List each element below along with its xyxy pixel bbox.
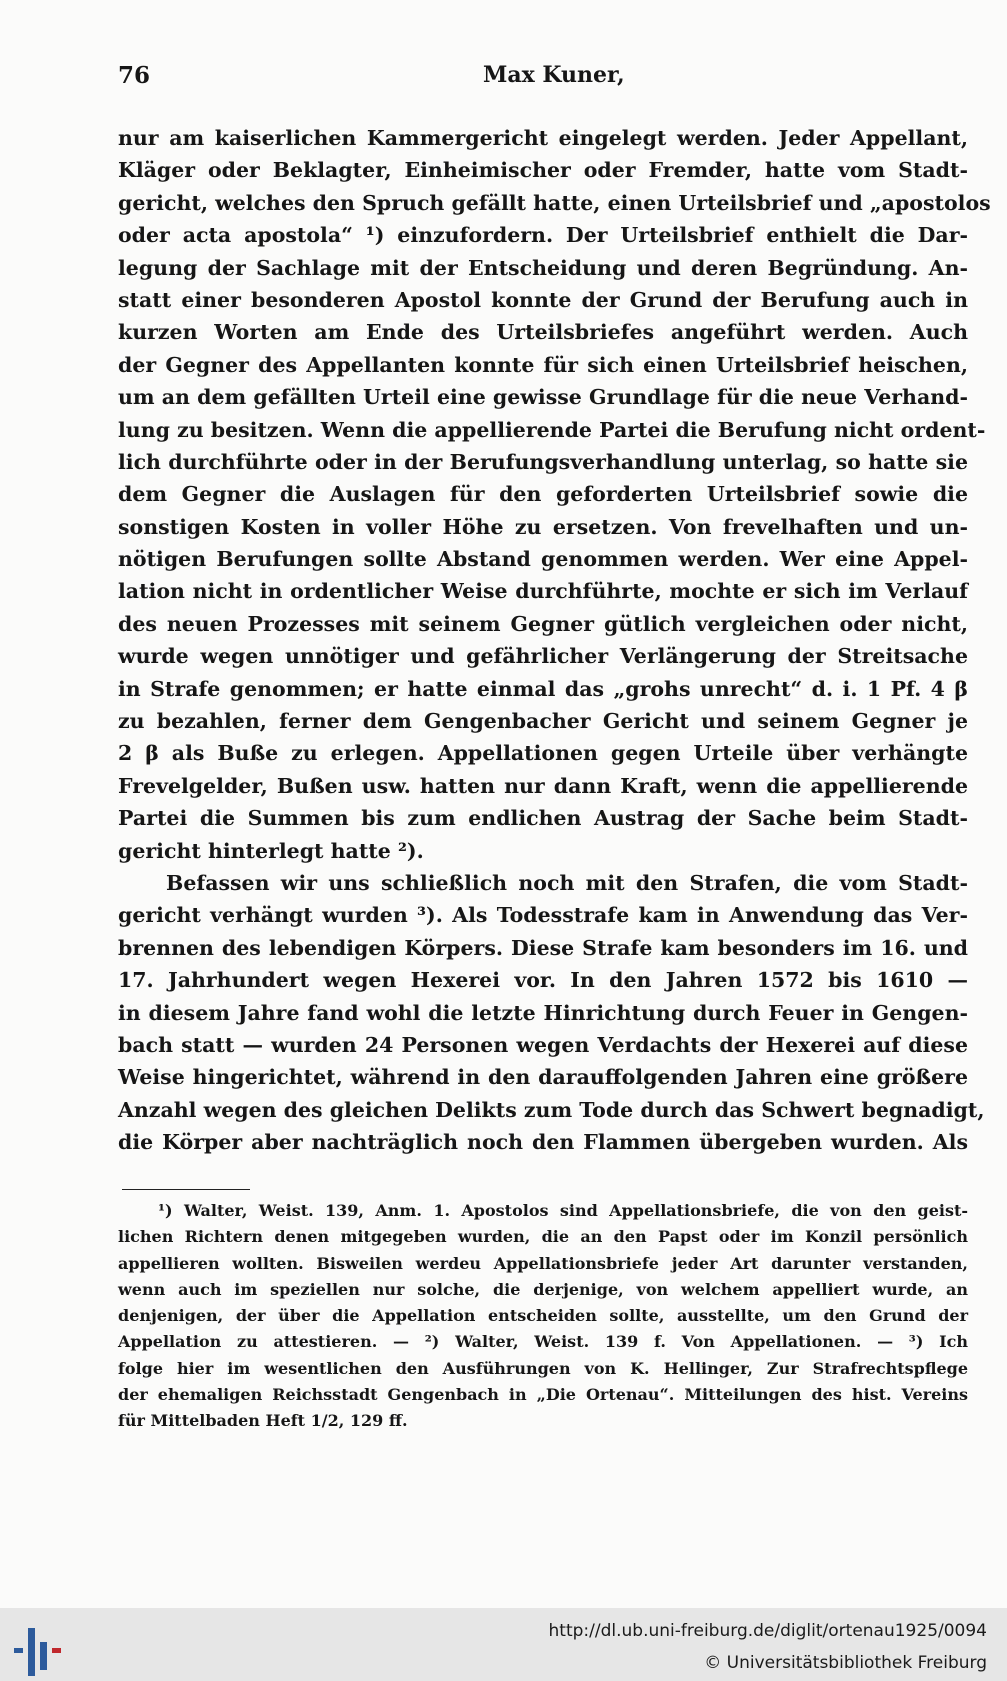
text-line: Anzahl wegen des gleichen Delikts zum Tode durch das Schwert begnadigt, [118,1097,985,1122]
text-line: in Strafe genommen; er hatte einmal das „grohs unrecht“ d. i. 1 Pf. 4 β [118,676,968,701]
text-line: gericht verhängt wurden ³). Als Todesstrafe kam in Anwendung das Ver- [118,903,968,928]
page-number: 76 [118,62,151,89]
text-line: lation nicht in ordentlicher Weise durchführte, mochte er sich im Verlauf [118,579,968,604]
footnote-line: lichen Richtern denen mitgegeben wurden, die an den Papst oder im Konzil persönlich [118,1227,968,1247]
footer-bar [0,1608,1007,1681]
text-line: nötigen Berufungen sollte Abstand genommen werden. Wer eine Appel- [118,547,968,572]
text-line: der Gegner des Appellanten konnte für sich einen Urteilsbrief heischen, [118,352,968,377]
text-line: Kläger oder Beklagter, Einheimischer oder Fremder, hatte vom Stadt- [118,158,968,183]
text-line: zu bezahlen, ferner dem Gengenbacher Gericht und seinem Gegner je [118,709,968,734]
copyright-notice: © Universitätsbibliothek Freiburg [704,1653,987,1673]
running-head: Max Kuner, [483,62,625,88]
text-line: Frevelgelder, Bußen usw. hatten nur dann Kraft, wenn die appellierende [118,773,968,798]
logo-bar-right-blue [40,1642,47,1670]
page-header [118,62,960,96]
footnote-line: wenn auch im speziellen nur solche, die derjenige, von welchem appelliert wurde, an [118,1279,968,1299]
footnote-line: folge hier im wesentlichen den Ausführungen von K. Hellinger, Zur Strafrechtspflege [118,1358,968,1378]
text-line: in diesem Jahre fand wohl die letzte Hinrichtung durch Feuer in Gengen- [118,1000,968,1025]
text-line: lung zu besitzen. Wenn die appellierende Partei die Berufung nicht ordent- [118,417,986,442]
footnote-line: der ehemaligen Reichsstadt Gengenbach in „Die Ortenau“. Mitteilungen des hist. Vereins [118,1385,968,1405]
ub-freiburg-logo-icon [12,1618,64,1678]
text-line: Partei die Summen bis zum endlichen Austrag der Sache beim Stadt- [118,806,968,831]
footnote-line: denjenigen, der über die Appellation entscheiden sollte, ausstellte, um den Grund der [118,1306,968,1326]
footnote-divider [122,1189,250,1190]
text-line: dem Gegner die Auslagen für den geforderten Urteilsbrief sowie die [118,482,968,507]
text-line: 2 β als Buße zu erlegen. Appellationen gegen Urteile über verhängte [118,741,968,766]
source-url[interactable]: http://dl.ub.uni-freiburg.de/diglit/ortenau1925/0094 [548,1621,987,1641]
text-line: oder acta apostola“ ¹) einzufordern. Der Urteilsbrief enthielt die Dar- [118,223,968,248]
main-text [118,122,991,1159]
text-line: kurzen Worten am Ende des Urteilsbriefes angeführt werden. Auch [118,320,968,345]
text-line: wurde wegen unnötiger und gefährlicher Verlängerung der Streitsache [118,644,968,669]
logo-bar-right-red [52,1648,61,1653]
text-line: Befassen wir uns schließlich noch mit den Strafen, die vom Stadt- [166,870,968,895]
footnotes [118,1198,968,1435]
footnote-line: Appellation zu attestieren. — ²) Walter, Weist. 139 f. Von Appellationen. — ³) Ich [118,1332,968,1352]
text-line: lich durchführte oder in der Berufungsverhandlung unterlag, so hatte sie [118,449,968,474]
footnote-line: für Mittelbaden Heft 1/2, 129 ff. [118,1411,408,1431]
text-line: um an dem gefällten Urteil eine gewisse Grundlage für die neue Verhand- [118,385,968,410]
text-line: gericht, welches den Spruch gefällt hatte, einen Urteilsbrief und „apostolos [118,190,991,215]
logo-bar-center [28,1628,35,1676]
logo-bar-left [14,1648,23,1653]
text-line: gericht hinterlegt hatte ²). [118,838,424,863]
text-line: die Körper aber nachträglich noch den Flammen übergeben wurden. Als [118,1130,968,1155]
text-line: nur am kaiserlichen Kammergericht eingelegt werden. Jeder Appellant, [118,126,968,150]
text-line: legung der Sachlage mit der Entscheidung und deren Begründung. An- [118,255,968,280]
text-line: Weise hingerichtet, während in den darauffolgenden Jahren eine größere [118,1065,968,1090]
text-line: statt einer besonderen Apostol konnte der Grund der Berufung auch in [118,287,968,312]
text-line: 17. Jahrhundert wegen Hexerei vor. In den Jahren 1572 bis 1610 — [118,968,968,993]
text-line: brennen des lebendigen Körpers. Diese Strafe kam besonders im 16. und [118,935,968,960]
text-line: bach statt — wurden 24 Personen wegen Verdachts der Hexerei auf diese [118,1032,968,1057]
text-line: des neuen Prozesses mit seinem Gegner gütlich vergleichen oder nicht, [118,611,968,636]
text-line: sonstigen Kosten in voller Höhe zu ersetzen. Von frevelhaften und un- [118,514,968,539]
footnote-line: appellieren wollten. Bisweilen werdeu Appellationsbriefe jeder Art darunter verstanden, [118,1253,968,1273]
footnote-line: ¹) Walter, Weist. 139, Anm. 1. Apostolos sind Appellationsbriefe, die von den geist- [158,1201,968,1220]
